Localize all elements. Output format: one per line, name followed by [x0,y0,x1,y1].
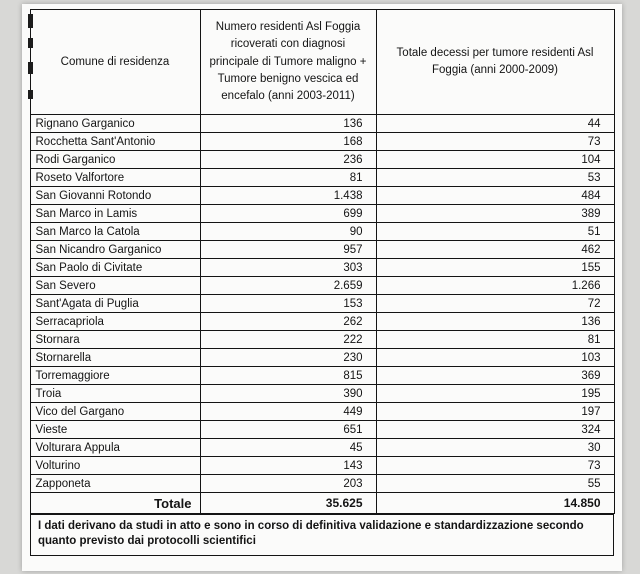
ricoverati-cell: 81 [200,169,376,187]
decessi-cell: 73 [376,457,614,475]
comune-cell: Zapponeta [30,475,200,493]
table-row [30,295,614,313]
ricoverati-cell: 1.438 [200,187,376,205]
ricoverati-cell: 136 [200,115,376,133]
decessi-cell: 389 [376,205,614,223]
decessi-cell: 195 [376,385,614,403]
scan-artifact [28,90,33,99]
comune-cell: Vieste [30,421,200,439]
scan-artifact [28,62,33,74]
header-decessi: Totale decessi per tumore residenti Asl Foggia (anni 2000-2009) [376,10,614,115]
decessi-cell: 72 [376,295,614,313]
table-row [30,421,614,439]
comune-cell: Rodi Garganico [30,151,200,169]
table-row [30,205,614,223]
comune-cell: Roseto Valfortore [30,169,200,187]
ricoverati-cell: 236 [200,151,376,169]
table-row [30,187,614,205]
decessi-cell: 103 [376,349,614,367]
decessi-cell: 197 [376,403,614,421]
comune-cell: Rignano Garganico [30,115,200,133]
ricoverati-cell: 390 [200,385,376,403]
ricoverati-cell: 45 [200,439,376,457]
decessi-cell: 30 [376,439,614,457]
ricoverati-cell: 222 [200,331,376,349]
header-ricoverati: Numero residenti Asl Foggia ricoverati con diagnosi principale di Tumore maligno + Tumore benigno vescica ed encefalo (anni 2003-2011) [200,10,376,115]
comune-cell: Serracapriola [30,313,200,331]
comune-cell: San Marco la Catola [30,223,200,241]
decessi-cell: 484 [376,187,614,205]
comune-cell: Volturino [30,457,200,475]
ricoverati-cell: 303 [200,259,376,277]
header-row [30,10,614,115]
comune-cell: Torremaggiore [30,367,200,385]
validation-note: I dati derivano da studi in atto e sono in corso di definitiva validazione e standardizzazione secondo quanto previsto dai protocolli scientifici [30,514,614,556]
table-row [30,151,614,169]
decessi-cell: 55 [376,475,614,493]
comune-cell: Sant'Agata di Puglia [30,295,200,313]
decessi-cell: 1.266 [376,277,614,295]
header-comune: Comune di residenza [30,10,200,115]
decessi-cell: 44 [376,115,614,133]
decessi-cell: 104 [376,151,614,169]
total-row [30,493,614,514]
decessi-cell: 136 [376,313,614,331]
comune-cell: Troia [30,385,200,403]
ricoverati-cell: 153 [200,295,376,313]
scan-artifact [28,14,33,28]
ricoverati-cell: 651 [200,421,376,439]
comune-cell: Rocchetta Sant'Antonio [30,133,200,151]
table-row [30,439,614,457]
tumori-asl-foggia-table [30,9,615,514]
comune-cell: Volturara Appula [30,439,200,457]
decessi-cell: 73 [376,133,614,151]
table-row [30,475,614,493]
decessi-cell: 155 [376,259,614,277]
decessi-cell: 369 [376,367,614,385]
decessi-cell: 81 [376,331,614,349]
table-footer [30,493,614,514]
decessi-cell: 53 [376,169,614,187]
table-body [30,115,614,493]
table-row [30,385,614,403]
decessi-cell: 462 [376,241,614,259]
total-label: Totale [30,493,200,514]
total-ricoverati-value: 35.625 [200,493,376,514]
table-row [30,349,614,367]
table-row [30,259,614,277]
scan-artifact [28,38,33,48]
table-row [30,223,614,241]
table-header [30,10,614,115]
comune-cell: Stornara [30,331,200,349]
ricoverati-cell: 168 [200,133,376,151]
ricoverati-cell: 143 [200,457,376,475]
comune-cell: San Marco in Lamis [30,205,200,223]
table-row [30,133,614,151]
table-row [30,277,614,295]
ricoverati-cell: 90 [200,223,376,241]
comune-cell: San Giovanni Rotondo [30,187,200,205]
ricoverati-cell: 699 [200,205,376,223]
table-row [30,241,614,259]
table-row [30,331,614,349]
comune-cell: San Severo [30,277,200,295]
table-row [30,115,614,133]
comune-cell: Vico del Gargano [30,403,200,421]
table-row [30,367,614,385]
ricoverati-cell: 262 [200,313,376,331]
table-row [30,313,614,331]
document-page [22,4,622,571]
comune-cell: San Paolo di Civitate [30,259,200,277]
ricoverati-cell: 230 [200,349,376,367]
table-row [30,457,614,475]
table-row [30,403,614,421]
ricoverati-cell: 449 [200,403,376,421]
comune-cell: Stornarella [30,349,200,367]
total-decessi-value: 14.850 [376,493,614,514]
ricoverati-cell: 2.659 [200,277,376,295]
table-row [30,169,614,187]
ricoverati-cell: 203 [200,475,376,493]
comune-cell: San Nicandro Garganico [30,241,200,259]
decessi-cell: 324 [376,421,614,439]
decessi-cell: 51 [376,223,614,241]
ricoverati-cell: 957 [200,241,376,259]
ricoverati-cell: 815 [200,367,376,385]
